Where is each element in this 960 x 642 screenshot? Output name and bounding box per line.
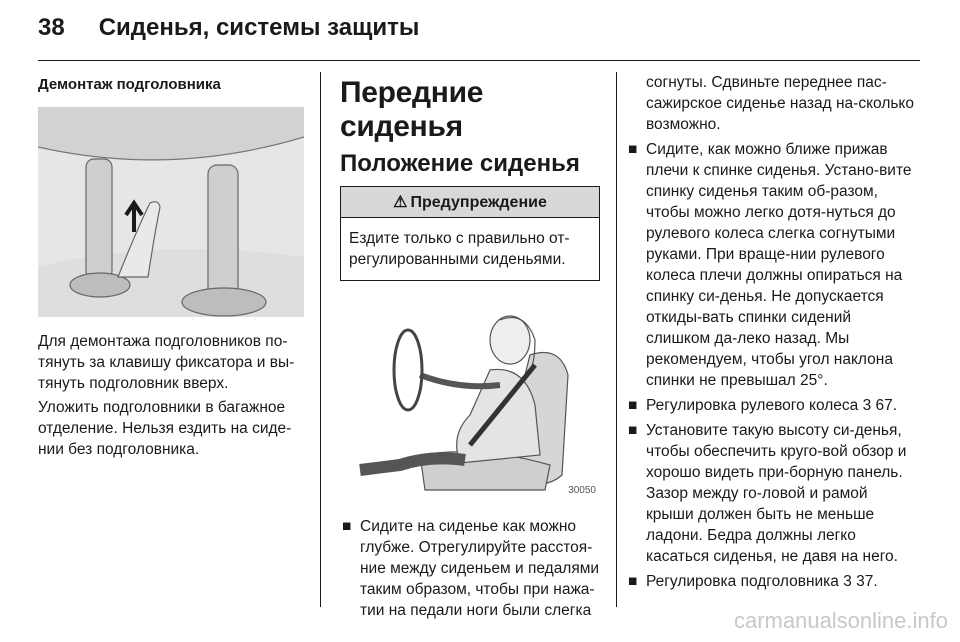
list-item	[626, 395, 918, 416]
list-item-text: Регулировка рулевого колеса 3 67.	[646, 397, 898, 414]
bullet-icon: ■	[628, 397, 638, 414]
warning-box	[340, 186, 600, 281]
list-item-text: Сидите, как можно ближе прижав плечи к спинке сиденья. Устано-вите спинку сиденья таким об-разом, чтобы можно легко дотя-нуться до рулевого колеса слегка согнутыми руками. При враще-нии рулевого колеса плечи должны опираться на спинку си-денья. Не допускается откиды-вать спинки сидений слишком да-леко назад. Мы рекомендуем, чтобы угол наклона спинки не превышал 25°.	[646, 141, 912, 389]
warning-header	[341, 187, 599, 218]
bullet-icon: ■	[628, 573, 638, 590]
subheading-headrest-removal: Демонтаж подголовника	[38, 76, 221, 93]
column-divider-2	[616, 72, 617, 607]
header-divider	[38, 60, 920, 61]
list-item-text: Сидите на сиденье как можно глубже. Отрегулируйте расстоя-ние между сиденьем и педалями таким образом, чтобы при нажа-тии на педали ноги были слегка	[360, 518, 600, 619]
paragraph-2: Уложить подголовники в багажное отделение. Нельзя ездить на сиде-нии без подголовника.	[38, 399, 292, 458]
list-item-text: Установите такую высоту си-денья, чтобы обеспечить круго-вой обзор и хорошо видеть при-борную панель. Зазор между го-ловой и рамой крыши должен быть не меньше ладони. Бедра должны легко касаться сиденья, не давя на него.	[646, 422, 907, 565]
subsection-title: Положение сиденья	[340, 150, 580, 177]
page-header	[38, 14, 419, 42]
bullet-icon: ■	[628, 422, 638, 439]
warning-title: Предупреждение	[410, 194, 547, 211]
warning-icon: ⚠	[393, 194, 408, 211]
column-2	[340, 72, 602, 625]
bullet-icon: ■	[342, 518, 352, 535]
driver-seat-drawing	[340, 295, 602, 500]
headrest-drawing	[38, 107, 304, 317]
column-3	[626, 72, 918, 596]
list-item	[340, 516, 602, 621]
column-divider-1	[320, 72, 321, 607]
list-item	[626, 571, 918, 592]
list-item	[626, 420, 918, 567]
headrest-illustration	[38, 107, 304, 317]
continued-text: согнуты. Сдвиньте переднее пас-сажирское сиденье назад на-сколько возможно.	[646, 74, 915, 133]
paragraph-1: Для демонтажа подголовников по-тянуть за клавишу фиксатора и вы-тянуть подголовник вверх.	[38, 333, 295, 392]
bullet-list	[626, 139, 918, 592]
page-number: 38	[38, 14, 65, 41]
page-title: Сиденья, системы защиты	[98, 14, 420, 41]
column-1	[38, 72, 306, 463]
seat-position-illustration	[340, 295, 602, 500]
list-item	[626, 139, 918, 391]
list-item-text: Регулировка подголовника 3 37.	[646, 573, 878, 590]
bullet-icon: ■	[628, 141, 638, 158]
warning-text: Ездите только с правильно от-регулированными сиденьями.	[349, 230, 570, 268]
section-title: Передние сиденья	[340, 76, 484, 143]
bullet-list	[340, 516, 602, 621]
figure-code: 30050	[568, 485, 596, 496]
watermark: carmanualsonline.info	[733, 608, 948, 633]
